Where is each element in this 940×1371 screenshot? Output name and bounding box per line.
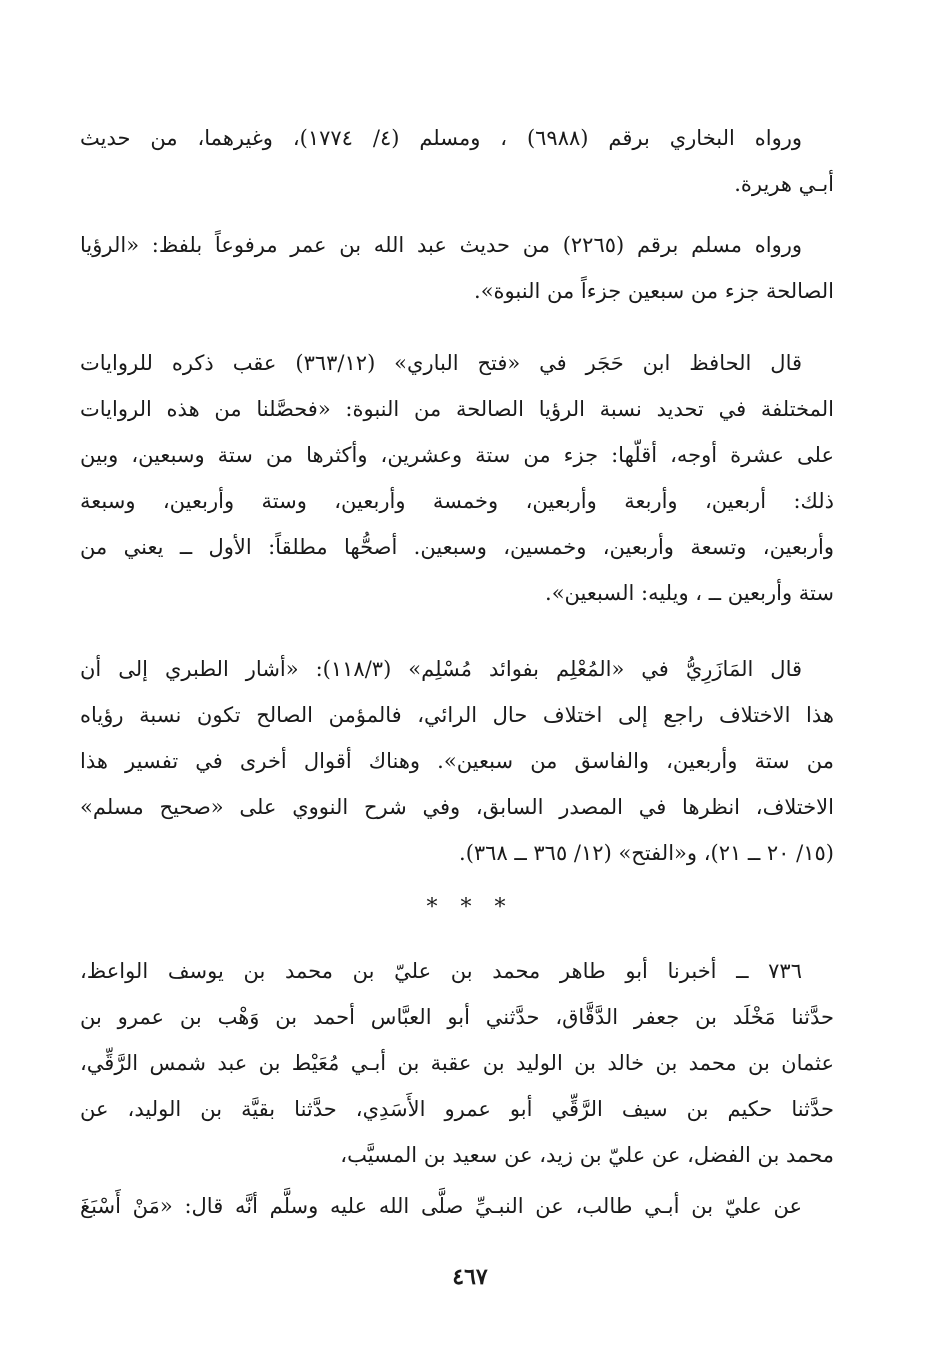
text-line: وأربعين، وتسعة وأربعين، وخمسين، وسبعين. أصحُّها مطلقاً: الأول ــ يعني من <box>80 535 834 559</box>
hadith-matn-paragraph <box>80 1183 834 1229</box>
page-number: ٤٦٧ <box>452 1264 488 1290</box>
text-line: على عشرة أوجه، أقلّها: جزء من ستة وعشرين، وأكثرها من ستة وسبعين، وبين <box>80 443 834 467</box>
section-separator: * * * <box>426 895 514 920</box>
text-line: ستة وأربعين ــ ، ويليه: السبعين». <box>545 581 834 605</box>
footnote-paragraph-1 <box>80 115 834 207</box>
text-line: (١٥/ ٢٠ ــ ٢١)، و«الفتح» (١٢/ ٣٦٥ ــ ٣٦٨). <box>459 841 834 865</box>
footnote-paragraph-2 <box>80 222 834 314</box>
text-line: حدَّثنا حكيم بن سيف الرَّقِّي أبو عمرو الأَسَدِي، حدَّثنا بقيَّة بن الوليد، عن <box>80 1097 834 1121</box>
text-line: الاختلاف، انظرها في المصدر السابق، وفي شرح النووي على «صحيح مسلم» <box>80 795 834 819</box>
text-line: عثمان بن محمد بن خالد بن الوليد بن عقبة بن أبـي مُعَيْط بن عبد شمس الرَّقِّي، <box>80 1051 834 1075</box>
hadith-isnad-paragraph <box>80 948 834 1178</box>
text-line: المختلفة في تحديد نسبة الرؤيا الصالحة من النبوة: «فحصَّلنا من هذه الروايات <box>80 397 834 421</box>
text-line: من ستة وأربعين، والفاسق من سبعين». وهناك أقوال أخرى في تفسير هذا <box>80 749 834 773</box>
text-line: قال الحافظ ابن حَجَر في «فتح الباري» (٣٦٣/١٢) عقب ذكره للروايات <box>80 351 803 375</box>
text-line: الصالحة جزء من سبعين جزءاً من النبوة». <box>474 279 834 303</box>
text-line: محمد بن الفضل، عن عليّ بن زيد، عن سعيد بن المسيَّب، <box>340 1143 834 1167</box>
footnote-paragraph-4 <box>80 646 834 876</box>
text-line: ورواه مسلم برقم (٢٢٦٥) من حديث عبد الله بن عمر مرفوعاً بلفظ: «الرؤيا <box>80 233 802 257</box>
text-line: هذا الاختلاف راجع إلى اختلاف حال الرائي، فالمؤمن الصالح تكون نسبة رؤياه <box>80 703 834 727</box>
text-line: أبـي هريرة. <box>734 172 834 196</box>
text-line: حدَّثنا مَخْلَد بن جعفر الدَّقَّاق، حدَّثني أبو العبَّاس أحمد بن وَهْب بن عمرو بن <box>80 1005 834 1029</box>
text-line: ورواه البخاري برقم (٦٩٨٨) ، ومسلم (٤/ ١٧٧٤)، وغيرهما، من حديث <box>80 126 802 150</box>
text-line: ٧٣٦ ــ أخبرنا أبو طاهر محمد بن عليّ بن محمد بن يوسف الواعظ، <box>80 959 802 983</box>
footnote-paragraph-3 <box>80 340 834 616</box>
text-line: قال المَازَرِيُّ في «المُعْلِم بفوائد مُسْلِم» (١١٨/٣): «أشار الطبري إلى أن <box>80 657 803 681</box>
text-line: عن عليّ بن أبـي طالب، عن النبـيِّ صلَّى الله عليه وسلَّم أنَّه قال: «مَنْ أَسْبَغَ <box>80 1194 802 1218</box>
text-line: ذلك: أربعين، وأربعة وأربعين، وخمسة وأربعين، وستة وأربعين، وسبعة <box>80 489 834 513</box>
